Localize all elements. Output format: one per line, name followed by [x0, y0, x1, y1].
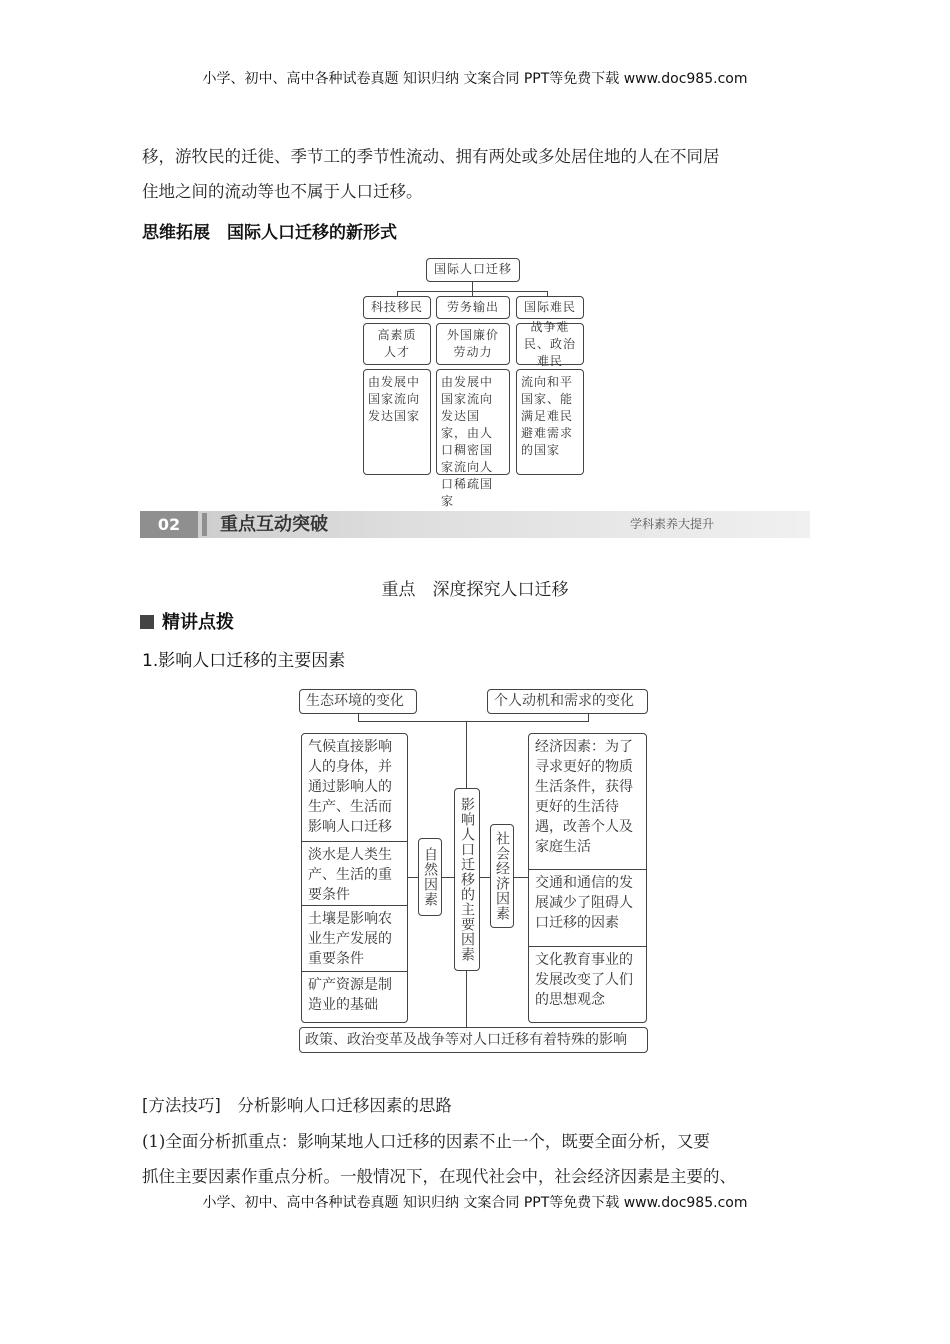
- natural-item-water: 淡水是人类生产、生活的重要条件: [302, 842, 407, 906]
- section-number: 02: [140, 511, 198, 538]
- diagram1-col1-title: 科技移民: [363, 296, 431, 319]
- diagram2-top-left: 生态环境的变化: [299, 689, 417, 714]
- intro-line-1: 移，游牧民的迁徙、季节工的季节性流动、拥有两处或多处居住地的人在不同居: [142, 147, 720, 166]
- diagram1-col1-flow: 由发展中国家流向发达国家: [363, 369, 431, 475]
- jingjiang-heading: 精讲点拨: [140, 608, 234, 634]
- diagram1-col2-who: 外国廉价劳动力: [436, 323, 510, 365]
- square-marker-icon: [140, 615, 154, 629]
- social-item-education: 文化教育事业的发展改变了人们的思想观念: [535, 952, 633, 1008]
- method-heading: [方法技巧] 分析影响人口迁移因素的思路: [142, 1096, 452, 1115]
- section-subtitle: 学科素养大提升: [629, 517, 714, 531]
- diagram1-col2-flow: 由发展中国家流向发达国家，由人口稠密国家流向人口稀疏国家: [436, 369, 510, 475]
- diagram1-col3-flow: 流向和平国家、能满足难民避难需求的国家: [516, 369, 584, 475]
- focus-title: 重点 深度探究人口迁移: [381, 580, 569, 600]
- extension-heading: 思维拓展 国际人口迁移的新形式: [142, 223, 397, 243]
- social-item-economy: 经济因素：为了寻求更好的物质生活条件，获得更好的生活待遇，改善个人及家庭生活: [529, 734, 646, 870]
- section-banner: [140, 511, 810, 538]
- page-footer: 小学、初中、高中各种试卷真题 知识归纳 文案合同 PPT等免费下载 www.doc985.com: [202, 1195, 748, 1211]
- diagram2-center: 影响人口迁移的主要因素: [454, 788, 480, 971]
- diagram1-root: 国际人口迁移: [426, 258, 520, 282]
- diagram2-social-label: 社会经济因素: [490, 824, 514, 928]
- section-title: 重点互动突破: [220, 514, 328, 535]
- social-item-transport: 交通和通信的发展减少了阻碍人口迁移的因素: [529, 870, 646, 947]
- diagram2-natural-list: [301, 733, 408, 1023]
- page-header: 小学、初中、高中各种试卷真题 知识归纳 文案合同 PPT等免费下载 www.doc985.com: [202, 71, 748, 87]
- diagram1-col3-title: 国际难民: [516, 296, 584, 319]
- diagram1-col1-who: 高素质人才: [363, 323, 431, 365]
- intro-line-2: 住地之间的流动等也不属于人口迁移。: [142, 182, 423, 201]
- method-line-2: 抓住主要因素作重点分析。一般情况下，在现代社会中，社会经济因素是主要的、: [142, 1167, 736, 1186]
- natural-item-climate: 气候直接影响人的身体，并通过影响人的生产、生活而影响人口迁移: [302, 734, 407, 842]
- diagram1-col3-who: 战争难民、政治难民: [516, 323, 584, 365]
- diagram2-natural-label: 自然因素: [418, 838, 442, 916]
- method-line-1: (1)全面分析抓重点：影响某地人口迁移的因素不止一个，既要全面分析，又要: [142, 1132, 710, 1151]
- diagram1-col2-title: 劳务输出: [436, 296, 510, 319]
- factors-heading: 1.影响人口迁移的主要因素: [142, 651, 346, 671]
- diagram2-social-list: [528, 733, 647, 1023]
- diagram2-top-right: 个人动机和需求的变化: [487, 689, 648, 714]
- natural-item-minerals: 矿产资源是制造业的基础: [308, 977, 392, 1013]
- diagram2-bottom: 政策、政治变革及战争等对人口迁移有着特殊的影响: [299, 1027, 648, 1053]
- natural-item-soil: 土壤是影响农业生产发展的重要条件: [302, 906, 407, 972]
